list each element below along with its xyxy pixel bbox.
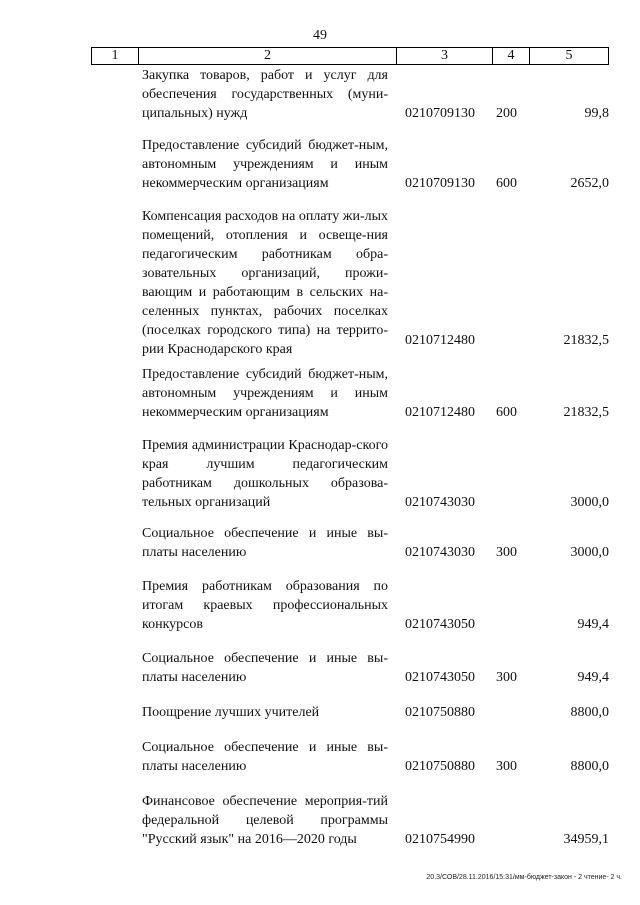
table-row (0, 577, 640, 634)
table-row (0, 66, 640, 123)
table-row (0, 792, 640, 849)
row-code: 0210709130 (405, 106, 475, 121)
row-code: 0210712480 (405, 405, 475, 420)
row-description: Финансовое обеспечение мероприя-тий федеральной целевой программы "Русский язык" на 2016—2020 годы (142, 794, 388, 847)
row-code: 0210709130 (405, 176, 475, 191)
row-code: 0210743030 (405, 545, 475, 560)
row-type: 300 (496, 670, 517, 685)
header-col-2: 2 (139, 48, 397, 64)
row-type: 300 (496, 759, 517, 774)
row-amount: 21832,5 (563, 333, 609, 348)
table-header (91, 47, 609, 65)
row-code: 0210754990 (405, 832, 475, 847)
row-amount: 8800,0 (570, 759, 609, 774)
row-amount: 8800,0 (570, 705, 609, 720)
row-amount: 3000,0 (570, 495, 609, 510)
header-col-4: 4 (493, 48, 530, 64)
row-amount: 949,4 (577, 617, 609, 632)
row-amount: 2652,0 (570, 176, 609, 191)
row-description: Закупка товаров, работ и услуг для обеспечения государственных (муни-ципальных) нужд (142, 68, 388, 121)
header-col-1: 1 (92, 48, 139, 64)
table-row (0, 703, 640, 722)
row-code: 0210712480 (405, 333, 475, 348)
table-row (0, 738, 640, 776)
row-code: 0210743050 (405, 670, 475, 685)
row-description: Социальное обеспечение и иные вы-платы населению (142, 526, 388, 560)
row-type: 300 (496, 545, 517, 560)
row-description: Премия администрации Краснодар-ского края лучшим педагогическим работникам дошкольных образова-тельных организаций (142, 438, 388, 510)
row-amount: 21832,5 (563, 405, 609, 420)
table-row (0, 207, 640, 357)
row-description: Социальное обеспечение и иные вы-платы населению (142, 651, 388, 685)
table-row (0, 136, 640, 193)
row-code: 0210750880 (405, 759, 475, 774)
table-row (0, 649, 640, 687)
row-code: 0210743050 (405, 617, 475, 632)
row-type: 600 (496, 176, 517, 191)
page-number: 49 (313, 28, 327, 43)
row-amount: 3000,0 (570, 545, 609, 560)
row-amount: 34959,1 (563, 832, 609, 847)
row-description: Предоставление субсидий бюджет-ным, автономным учреждениям и иным некоммерческим организациям (142, 367, 388, 420)
document-footer-stamp: 20.3/СОВ/28.11.2016/15:31/мм-бюджет-закон - 2 чтение- 2 ч. (426, 874, 622, 881)
row-amount: 949,4 (577, 670, 609, 685)
row-description: Премия работникам образования по итогам краевых профессиональных конкурсов (142, 579, 388, 632)
row-code: 0210743030 (405, 495, 475, 510)
row-amount: 99,8 (584, 106, 609, 121)
row-type: 600 (496, 405, 517, 420)
row-code: 0210750880 (405, 705, 475, 720)
row-type: 200 (496, 106, 517, 121)
header-col-3: 3 (397, 48, 493, 64)
header-col-5: 5 (565, 48, 573, 63)
row-description: Предоставление субсидий бюджет-ным, автономным учреждениям и иным некоммерческим организациям (142, 138, 388, 191)
row-description: Поощрение лучших учителей (142, 705, 320, 720)
row-description: Социальное обеспечение и иные вы-платы населению (142, 740, 388, 774)
table-row (0, 436, 640, 512)
table-row (0, 524, 640, 562)
row-description: Компенсация расходов на оплату жи-лых помещений, отопления и освеще-ния педагогическим работникам обра-зовательных организаций, прожи-вающим и работающим в сельских на-селенных пунктах, рабочих поселках (поселках городского типа) на террито-рии Краснодарского края (142, 209, 388, 357)
table-row (0, 365, 640, 422)
